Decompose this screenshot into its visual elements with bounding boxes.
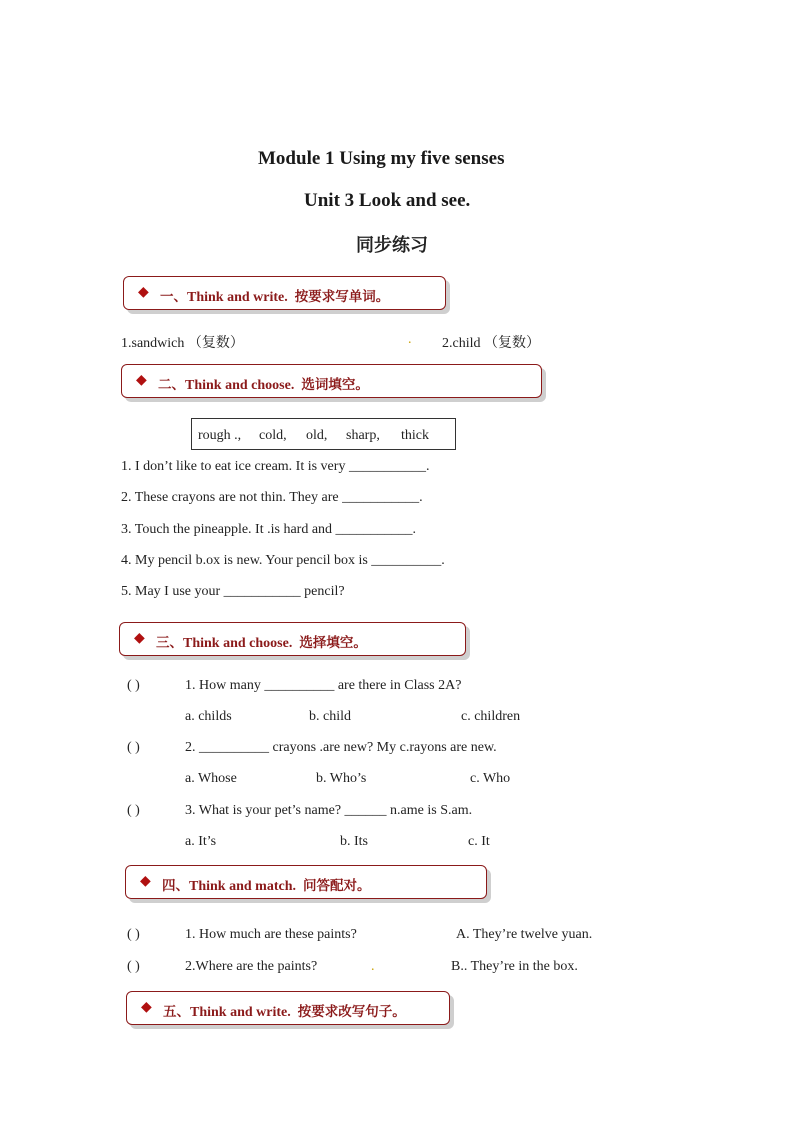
word-bank (191, 418, 456, 450)
diamond-icon: ◆ (134, 631, 145, 646)
section-header-1 (123, 276, 446, 310)
option-b: b. child (309, 709, 351, 724)
part2-question: 4. My pencil b.ox is new. Your pencil box is __________. (121, 553, 445, 568)
option-a: a. It’s (185, 834, 217, 849)
part3-question: 1. How many __________ are there in Class 2A? (185, 678, 462, 693)
section-title: 一、Think and write. 按要求写单词。 (160, 289, 390, 305)
match-question: 2.Where are the paints? (185, 959, 318, 974)
part1-item1: 1.sandwich （复数） (121, 336, 244, 351)
section-title: 五、Think and write. 按要求改写句子。 (163, 1004, 406, 1020)
answer-paren: ( ) (127, 803, 140, 818)
section-title: 三、Think and choose. 选择填空。 (156, 635, 367, 651)
part2-question: 2. These crayons are not thin. They are ___________. (121, 490, 423, 505)
match-dot: . (371, 959, 375, 974)
section-header-3 (119, 622, 466, 656)
section-header-2 (121, 364, 542, 398)
word-bank-item: old, (306, 428, 328, 443)
part2-question: 5. May I use your ___________ pencil? (121, 584, 345, 599)
section-title: 二、Think and choose. 选词填空。 (158, 377, 369, 393)
section-title: 四、Think and match. 问答配对。 (162, 878, 371, 894)
match-answer: A. They’re twelve yuan. (456, 927, 593, 942)
answer-paren: ( ) (127, 678, 140, 693)
word-bank-item: thick (401, 428, 429, 443)
option-c: c. children (461, 709, 521, 724)
word-bank-item: sharp, (346, 428, 380, 443)
section-header-5 (126, 991, 450, 1025)
option-a: a. Whose (185, 771, 237, 786)
answer-paren: ( ) (127, 740, 140, 755)
answer-paren: ( ) (127, 959, 140, 974)
match-question: 1. How much are these paints? (185, 927, 357, 942)
page-subtitle: 同步练习 (356, 235, 428, 256)
option-a: a. childs (185, 709, 232, 724)
diamond-icon: ◆ (138, 285, 149, 300)
option-c: c. Who (470, 771, 511, 786)
part3-question: 3. What is your pet’s name? ______ n.ame is S.am. (185, 803, 473, 818)
word-bank-item: cold, (259, 428, 287, 443)
part1-dot: . (408, 332, 412, 347)
module-title: Module 1 Using my five senses (258, 148, 505, 169)
part2-question: 3. Touch the pineapple. It .is hard and ___________. (121, 522, 417, 537)
part1-item2: 2.child （复数） (442, 336, 540, 351)
option-b: b. Who’s (316, 771, 367, 786)
part2-question: 1. I don’t like to eat ice cream. It is very ___________. (121, 459, 430, 474)
diamond-icon: ◆ (136, 373, 147, 388)
option-c: c. It (468, 834, 490, 849)
match-answer: B.. They’re in the box. (451, 959, 578, 974)
word-bank-item: rough ., (198, 428, 242, 443)
unit-title: Unit 3 Look and see. (304, 190, 471, 211)
answer-paren: ( ) (127, 927, 140, 942)
section-header-4 (125, 865, 487, 899)
option-b: b. Its (340, 834, 368, 849)
part3-question: 2. __________ crayons .are new? My c.rayons are new. (185, 740, 497, 755)
diamond-icon: ◆ (140, 874, 151, 889)
diamond-icon: ◆ (141, 1000, 152, 1015)
